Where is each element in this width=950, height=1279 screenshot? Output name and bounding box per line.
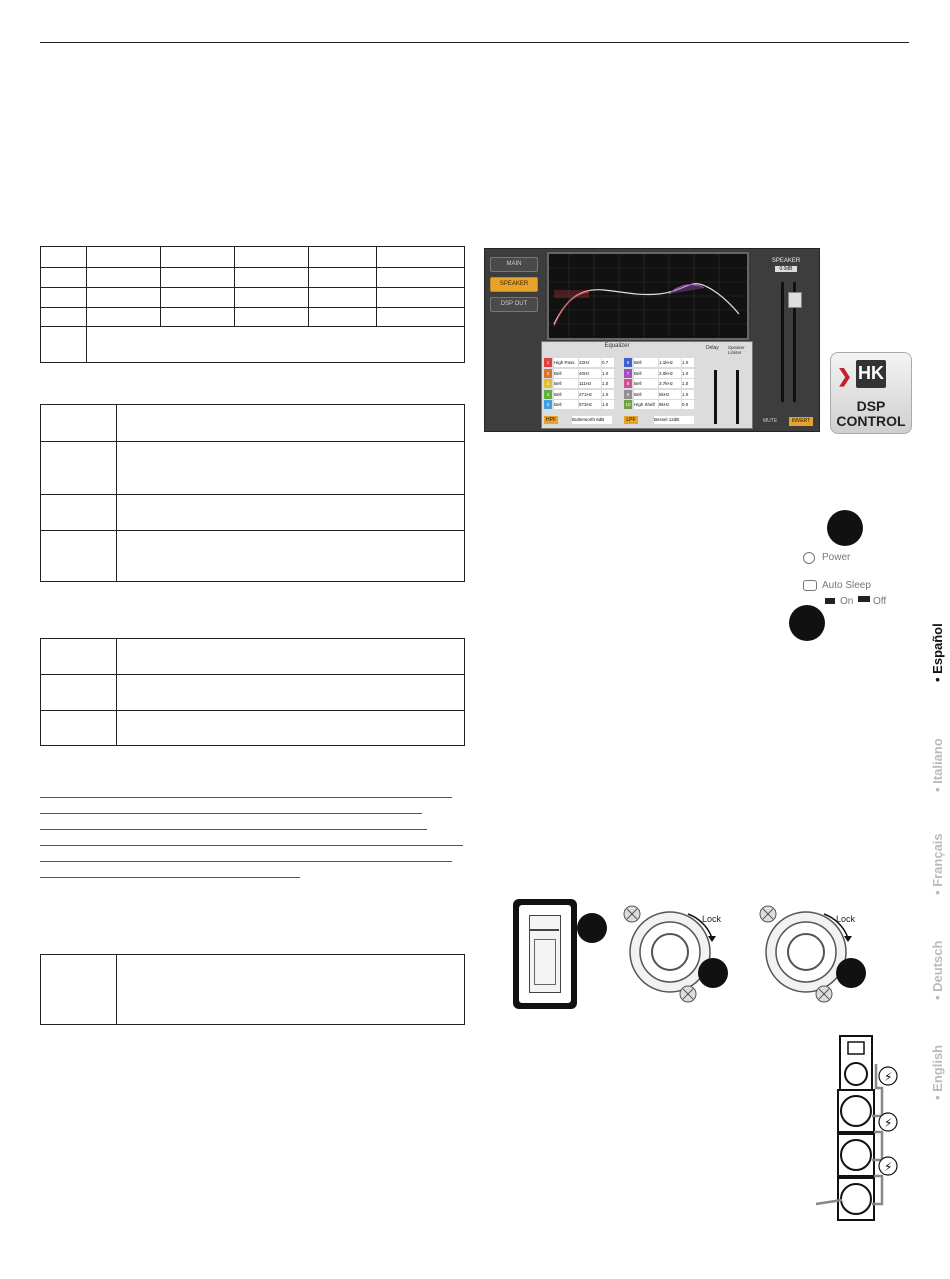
on-label: On	[840, 596, 854, 607]
spec-table-4	[40, 954, 465, 1025]
eq-band-row[interactable]	[544, 390, 620, 399]
speaker-level-readout: 0.0dB	[775, 266, 797, 272]
band-q: 1.0	[602, 390, 614, 399]
band-type: Bell	[634, 369, 658, 378]
nav-main-button[interactable]: MAIN	[490, 257, 538, 272]
auto-sleep-label: Auto Sleep	[822, 580, 871, 591]
switch-on-icon	[825, 598, 835, 604]
power-led-icon	[803, 552, 815, 564]
eq-band-row[interactable]	[624, 358, 700, 367]
svg-text:⚡: ⚡	[884, 1160, 893, 1174]
lpf-type-select[interactable]: Bessel 12dB	[654, 416, 694, 424]
nav-dsp-out-button[interactable]: DSP OUT	[490, 297, 538, 312]
band-q: 1.0	[602, 400, 614, 409]
band-q: 1.0	[682, 358, 694, 367]
svg-text:⚡: ⚡	[884, 1070, 893, 1084]
band-type: Bell	[634, 390, 658, 399]
band-type: Bell	[554, 379, 578, 388]
band-frequency: 5kHz	[659, 390, 681, 399]
callout-number-dot	[789, 605, 825, 641]
eq-band-row[interactable]	[624, 379, 700, 388]
dsp-software-screenshot	[484, 248, 820, 432]
band-number: 4	[544, 390, 552, 399]
band-number: 10	[625, 402, 631, 407]
eq-band-row[interactable]	[624, 369, 700, 378]
band-q: 1.0	[602, 379, 614, 388]
auto-sleep-switch-icon	[803, 580, 817, 591]
band-frequency: 22Hz	[579, 358, 601, 367]
eq-curve-graph	[547, 252, 749, 340]
switch-off-icon	[858, 596, 870, 602]
callout-number-dot	[827, 510, 863, 546]
band-frequency: 40Hz	[579, 369, 601, 378]
eq-band-row[interactable]	[544, 369, 620, 378]
eq-band-row[interactable]	[544, 358, 620, 367]
invert-button[interactable]: INVERT	[789, 417, 813, 426]
band-number: 1	[544, 358, 552, 367]
band-q: 1.0	[682, 379, 694, 388]
side-tab-espanol[interactable]: • Español	[930, 623, 945, 682]
eq-band-row[interactable]	[544, 400, 620, 409]
chevron-right-icon: ❯	[837, 366, 853, 386]
band-type: High Shelf	[634, 400, 658, 409]
band-number: 9	[624, 390, 632, 399]
badge-control-text: CONTROL	[836, 413, 906, 429]
hpf-label[interactable]: HPF	[546, 417, 556, 423]
callout-number-dot	[836, 958, 866, 988]
band-number: 7	[624, 369, 632, 378]
spec-table-1	[40, 246, 465, 363]
spec-table-2	[40, 404, 465, 582]
lock-label-2: Lock	[836, 914, 856, 924]
band-frequency: 3.7kHz	[659, 379, 681, 388]
band-number: 2	[544, 369, 552, 378]
band-q: 0.7	[602, 358, 614, 367]
band-frequency: 271Hz	[579, 390, 601, 399]
band-number: 8	[624, 379, 632, 388]
daisy-chain-diagram	[812, 1032, 907, 1222]
lock-label-1: Lock	[702, 914, 722, 924]
band-type: Bell	[554, 369, 578, 378]
band-type: Bell	[634, 379, 658, 388]
callout-number-dot	[577, 913, 607, 943]
band-q: 1.0	[682, 369, 694, 378]
band-grid	[544, 358, 700, 410]
delay-fader[interactable]	[714, 370, 717, 424]
side-tab-italiano[interactable]: • Italiano	[930, 738, 945, 792]
badge-dsp-text: DSP	[856, 398, 886, 414]
eq-band-row[interactable]	[624, 400, 700, 409]
hk-dsp-control-badge	[830, 352, 912, 434]
band-frequency: 8kHz	[659, 400, 681, 409]
equalizer-panel	[541, 341, 753, 429]
side-tab-deutsch[interactable]: • Deutsch	[930, 940, 945, 1000]
limiter-label: Speaker Limiter	[728, 345, 745, 355]
speaker-title: SPEAKER	[771, 258, 801, 264]
nav-speaker-button[interactable]: SPEAKER	[490, 277, 538, 292]
band-frequency: 1.1kHz	[659, 358, 681, 367]
speaker-fader-section	[755, 252, 817, 428]
power-switch	[513, 899, 577, 1009]
mute-button[interactable]: MUTE	[763, 418, 778, 424]
band-type: Bell	[634, 358, 658, 367]
speaker-fader-knob[interactable]	[788, 292, 802, 308]
hk-audio-logo: HK	[856, 360, 886, 388]
header-rule	[40, 42, 909, 43]
power-label: Power	[822, 552, 851, 563]
band-q: 1.0	[602, 369, 614, 378]
eq-band-row[interactable]	[624, 390, 700, 399]
band-q: 1.0	[682, 390, 694, 399]
band-type: Bell	[554, 400, 578, 409]
off-label: Off	[873, 596, 887, 607]
spec-table-3	[40, 638, 465, 746]
band-type: Bell	[554, 390, 578, 399]
speaker-meter	[781, 282, 784, 402]
lpf-label[interactable]: LPF	[624, 416, 638, 424]
side-tab-francais[interactable]: • Français	[930, 833, 945, 895]
limiter-fader[interactable]	[736, 370, 739, 424]
band-frequency: 111Hz	[579, 379, 601, 388]
delay-label: Delay	[706, 345, 719, 351]
band-frequency: 2.0kHz	[659, 369, 681, 378]
band-q: 0.0	[682, 400, 694, 409]
hpf-type-select[interactable]: Butterworth 6dB	[572, 416, 612, 424]
side-tab-english[interactable]: • English	[930, 1044, 945, 1100]
band-frequency: 573Hz	[579, 400, 601, 409]
equalizer-title: Equalizer	[604, 343, 630, 349]
band-type: High Pass	[554, 358, 578, 367]
svg-text:⚡: ⚡	[884, 1116, 893, 1130]
eq-band-row[interactable]	[544, 379, 620, 388]
band-number: 3	[544, 379, 552, 388]
band-number: 6	[624, 358, 632, 367]
callout-number-dot	[698, 958, 728, 988]
band-number: 5	[544, 400, 552, 409]
